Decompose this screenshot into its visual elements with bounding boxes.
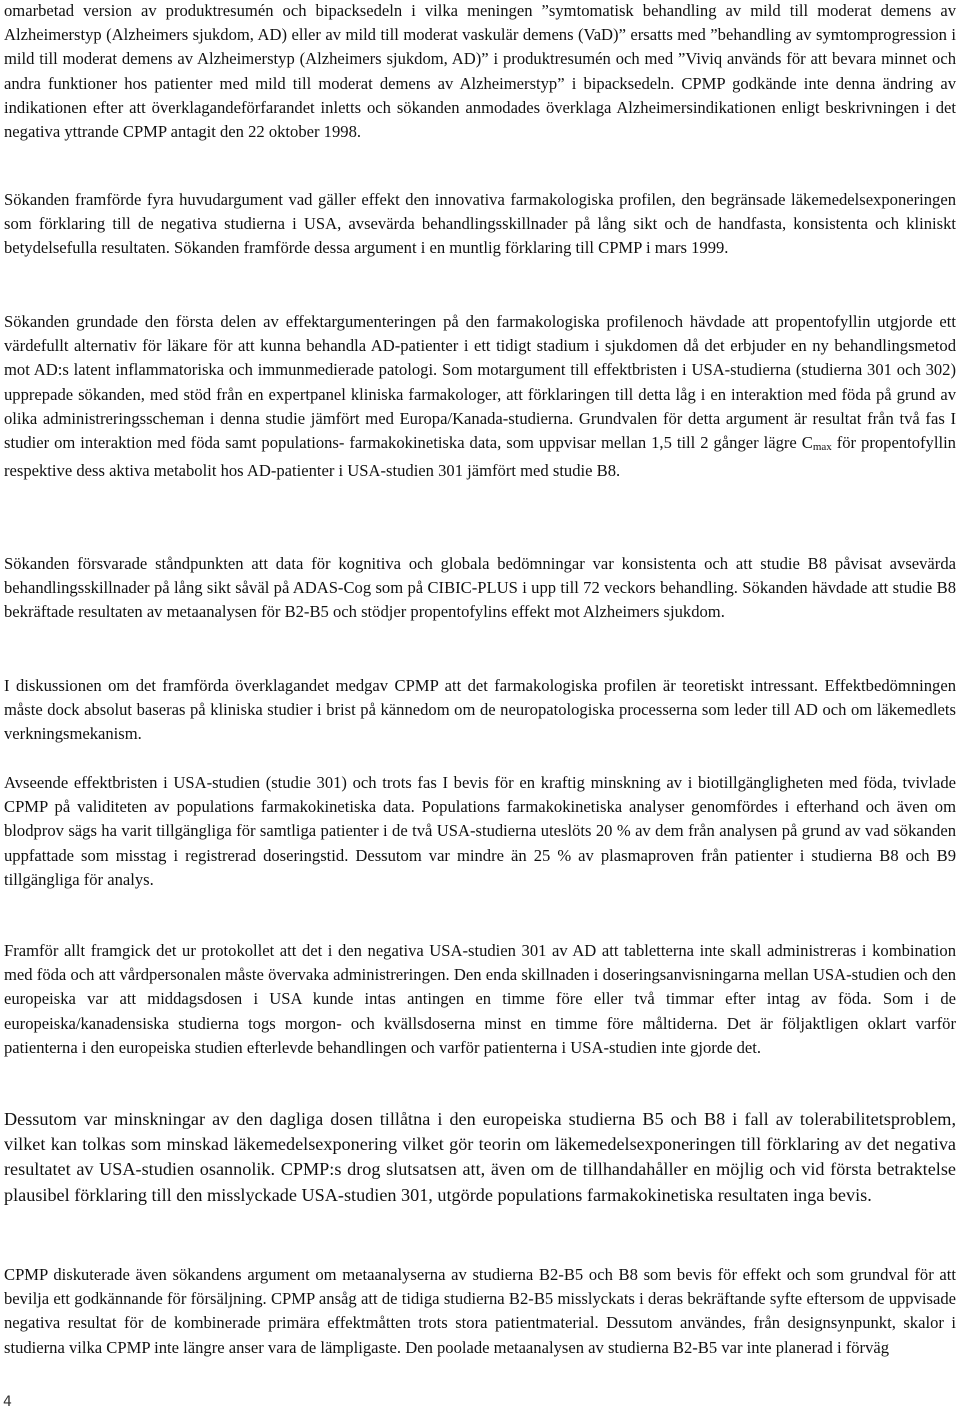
paragraph-main-arguments: Sökanden framförde fyra huvudargument vad gäller effekt den innovativa farmakologiska profilen, den begränsade läkemedelsexponeringen som förklaring till de negativa studierna i USA, avsevärda behandlingsskillnader på lång sikt och de handfasta, konsistenta och kliniskt betydelsefulla resultaten. Sökanden framförde dessa argument i en muntlig förklaring till CPMP i mars 1999.	[4, 190, 956, 258]
paragraph-appeal-discussion: I diskussionen om det framförda överklagandet medgav CPMP att det farmakologiska profilen är teoretiskt intressant. Effektbedömningen måste dock absolut baseras på kliniska studier i brist på kännedom om de neuropatologiska processerna som leder till AD och om läkemedlets verkningsmekanism.	[4, 676, 956, 744]
page-number: 4	[3, 1394, 12, 1410]
paragraph-text-after-cmax: för propentofyllin respektive dess aktiva metabolit hos AD-patienter i USA-studien 301 jämfört med studie B8.	[4, 433, 956, 481]
paragraph-meta-analysis: CPMP diskuterade även sökandens argument om metaanalyserna av studierna B2-B5 och B8 som bevis för effekt och som grundval för att bevilja ett godkännande för försäljning. CPMP ansåg att de tidiga studierna B2-B5 misslyckats i deras bekräftande syfte eftersom de uppvisade negativa resultat för de kombinerade primära effektmåtten trots stora patientmaterial. Dessutom användes, från designsynpunkt, skalor i studierna vilka CPMP inte längre anser vara de lämpligaste. Den poolade metaanalysen av studierna B2-B5 var inte planerad i förväg	[4, 1265, 956, 1357]
paragraph-usa-study-efficacy: Avseende effektbristen i USA-studien (studie 301) och trots fas I bevis för en kraftig minskning av i biotillgängligheten med föda, tvivlade CPMP på validiteten av populations farmakokinetiska data. Populations farmakokinetiska analyser genomfördes i efterhand och även om blodprov sägs ha varit tillgängliga för samtliga patienter i de två USA-studierna uteslöts 20 % av dem från analysen på grund av vad sökanden uppfattade som misstag i registrerad doseringstid. Dessutom var mindre än 25 % av plasmaproven från patienter i studierna B8 och B9 tillgängliga för analys.	[4, 773, 956, 889]
paragraph-indication-change: omarbetad version av produktresumén och bipacksedeln i vilka meningen ”symtomatisk behandling av mild till moderat demens av Alzheimerstyp (Alzheimers sjukdom, AD) eller av mild till moderat vaskulär demens (VaD)” ersatts med ”behandling av symtomprogression i mild till moderat demens av Alzheimerstyp (Alzheimers sjukdom, AD)” i produktresumén och med ”Viviq används för att bevara minnet och andra funktioner hos patienter med mild till moderat demens av Alzheimerstyp” i bipacksedeln. CPMP godkände inte denna ändring av indikationen efter att överklagandeförfarandet inletts och sökanden anmodades överklaga Alzheimersindikationen enligt beskrivningen i det negativa yttrande CPMP antagit den 22 oktober 1998.	[4, 1, 956, 142]
cmax-subscript: max	[812, 441, 832, 454]
paragraph-dose-reductions: Dessutom var minskningar av den dagliga dosen tillåtna i den europeiska studierna B5 och B8 i fall av tolerabilitetsproblem, vilket kan tolkas som minskad läkemedelsexponering vilket gör teorin om läkemedelsexponeringen till förklaring av det negativa resultatet av USA-studien osannolik. CPMP:s drog slutsatsen att, även om de tillhandahåller en möjlig och vid första betraktelse plausibel förklaring till den misslyckade USA-studien 301, utgörde populations farmakokinetiska resultaten inga bevis.	[4, 1109, 956, 1205]
paragraph-pharmacological-profile	[4, 310, 956, 483]
paragraph-text-before-cmax: Sökanden grundade den första delen av effektargumenteringen på den farmakologiska profilenoch hävdade att propentofyllin utgjorde ett värdefullt alternativ för läkare för att kunna behandla AD-patienter i ett tidigt stadium i sjukdomen då det erbjuder en ny behandlingsmetod mot AD:s latent inflammatoriska och immunmedierade patologi. Som motargument till effektbristen i USA-studierna (studierna 301 och 302) upprepade sökanden, med stöd från en expertpanel kliniska farmakologer, att förklaringen till detta låg i en interaktion med föda på grund av olika administreringsscheman i denna studie jämfört med Europa/Kanada-studierna. Grundvalen för detta argument är resultat från två fas I studier om interaktion med föda samt populations- farmakokinetiska data, som uppvisar mellan 1,5 till 2 gånger lägre C	[4, 312, 956, 453]
paragraph-consistency-defense: Sökanden försvarade ståndpunkten att data för kognitiva och globala bedömningar var konsistenta och att studie B8 påvisat avsevärda behandlingsskillnader på lång sikt såväl på ADAS-Cog som på CIBIC-PLUS i upp till 72 veckors behandling. Sökanden hävdade att studie B8 bekräftade resultaten av metaanalysen för B2-B5 och stödjer propentofylins effekt mot Alzheimers sjukdom.	[4, 554, 956, 622]
paragraph-protocol-analysis: Framför allt framgick det ur protokollet att det i den negativa USA-studien 301 av AD att tabletterna inte skall administreras i kombination med föda och att vårdpersonalen måste övervaka administreringen. Den enda skillnaden i doseringsanvisningarna mellan USA-studien och den europeiska var att middagsdosen i USA kunde intas antingen en timme före eller två timmar efter intag av föda. Som i de europeiska/kanadensiska studierna togs morgon- och kvällsdoserna minst en timme före måltiderna. Det är följaktligen oklart varför patienterna i den europeiska studien efterlevde behandlingen och varför patienterna i USA-studien inte gjorde det.	[4, 941, 956, 1057]
